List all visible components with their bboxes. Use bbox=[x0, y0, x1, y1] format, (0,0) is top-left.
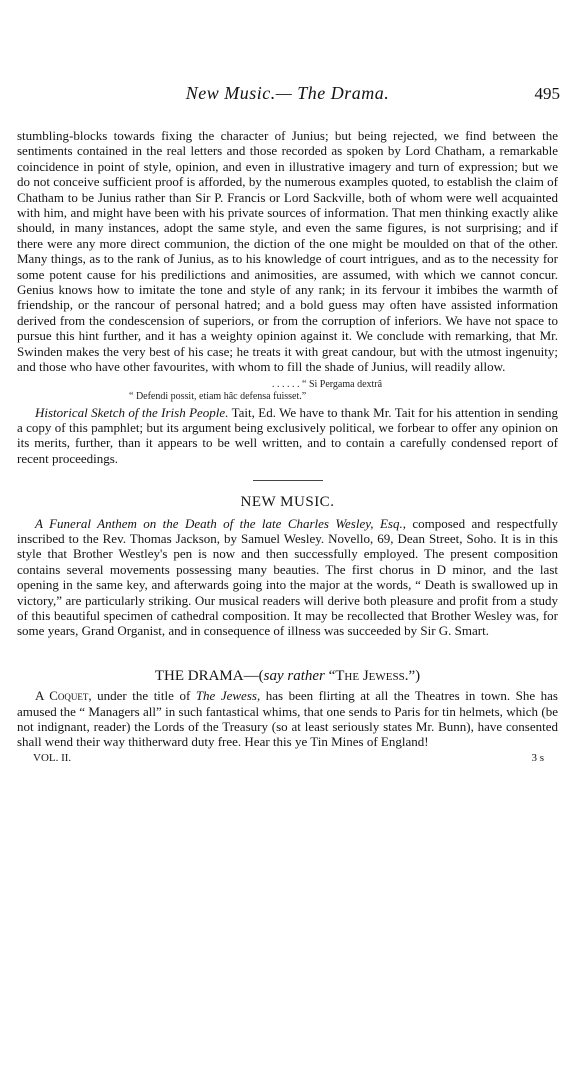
funeral-anthem-paragraph bbox=[17, 516, 558, 639]
drama-heading-main: THE DRAMA—( bbox=[154, 667, 264, 684]
drama-text-before-title: , under the title of bbox=[88, 688, 196, 704]
funeral-anthem-text: composed and respectfully inscribed to the Rev. Thomas Jackson, by Samuel Wesley. Novello, 69, Dean Street, Soho. It is in this style that Brother Westley's pen is now and then successfully employed. The present composition contains several movements possessing many beauties. The first chorus in D minor, and the last opening in the same key, and afterwards going into the major at the words, “ Death is swallowed up in victory,” are particularly striking. Our musical readers will derive both pleasure and profit from a study of this beautiful specimen of cathedral composition. It may be recollected that Brother Wesley was, for some years, Grand Organist, and in consequence of illness was succeeded by Sir G. Smart. bbox=[17, 515, 559, 639]
drama-paragraph bbox=[17, 688, 558, 750]
latin-quotation bbox=[17, 379, 558, 403]
page-footer bbox=[17, 751, 558, 766]
irish-sketch-paragraph bbox=[17, 405, 558, 467]
page-number: 495 bbox=[534, 84, 560, 103]
drama-text: , has been flirting at all the Theatres in town. She has amused the “ Managers all” in such fantastical whims, that one sends to Paris for tin helmets, which (be not indignant, reader) the Lords of the Treasury (so at least seriously states Mr. Bunn), have consented shall wend their way thitherward duty free. Hear this ye Tin Mines of England! bbox=[17, 688, 558, 750]
drama-heading bbox=[17, 669, 558, 684]
signature-mark: 3 s bbox=[531, 751, 544, 764]
funeral-anthem-title: A Funeral Anthem on the Death of the late Charles Wesley, Esq., bbox=[35, 515, 406, 531]
junius-review-paragraph: stumbling-blocks towards fixing the character of Junius; but being rejected, we find between the sentiments contained in the real letters and those recorded as spoken by Lord Chatham, a remarkable coincidence in point of style, opinion, and even in illustrative imagery and turn of expression; but we do not conceive sufficient proof is afforded, by the numerous examples quoted, to establish the claim of Chatham to be Junius rather than Sir P. Francis or Lord Sackville, both of whom were well acquainted with him, and might have been with his private sources of information. That men thinking exactly alike should, in many instances, adopt the same style, and even the same figures, is not surprising; and if there were any more direct communion, the diction of the one might be moulded on that of the other. Many things, as to the rank of Junius, as to his knowledge of court intrigues, and as to the necessity for some potent cause for his predilictions and animosities, are assumed, with which we cannot concur. Genius knows how to imitate the tone and style of any rank; in its fervour it imbibes the warmth of friendship, or the rancour of personal hatred; and a bold guess may often have assisted information derived from the condescension of superiors, or from the corruption of inferiors. We have not space to pursue this hint further, and it has a weighty opinion against it. We conclude with remarking, that Mr. Swinden makes the very best of his case; he treats it with great candour, but with the utmost ingenuity; and those who have other favourites, with whom to fill the shade of Junius, will readily allow. bbox=[17, 128, 558, 375]
body-text bbox=[17, 128, 558, 766]
irish-sketch-text: Tait, Ed. We have to thank Mr. Tait for his attention in sending a copy of this pamphlet; but its argument being exclusively political, we forbear to offer any opinion on its merits, further, than it appears to be well written, and to contain a carefully condensed report of recent proceedings. bbox=[17, 404, 558, 466]
section-divider bbox=[253, 480, 323, 481]
drama-heading-quote: “The Jewess.”) bbox=[324, 667, 421, 684]
drama-lead-word: A Coquet bbox=[35, 688, 89, 704]
page-header bbox=[15, 83, 560, 108]
drama-heading-italic: say rather bbox=[263, 667, 325, 684]
new-music-heading: NEW MUSIC. bbox=[240, 494, 335, 511]
drama-play-title: The Jewess bbox=[195, 688, 257, 704]
volume-label: VOL. II. bbox=[33, 751, 72, 764]
quote-line-1: . . . . . . “ Si Pergama dextrâ bbox=[272, 378, 383, 390]
running-title: New Music.— The Drama. bbox=[185, 83, 390, 103]
quote-line-2: “ Defendi possit, etiam hâc defensa fuisset.” bbox=[129, 390, 307, 402]
irish-sketch-title: Historical Sketch of the Irish People. bbox=[35, 404, 229, 420]
